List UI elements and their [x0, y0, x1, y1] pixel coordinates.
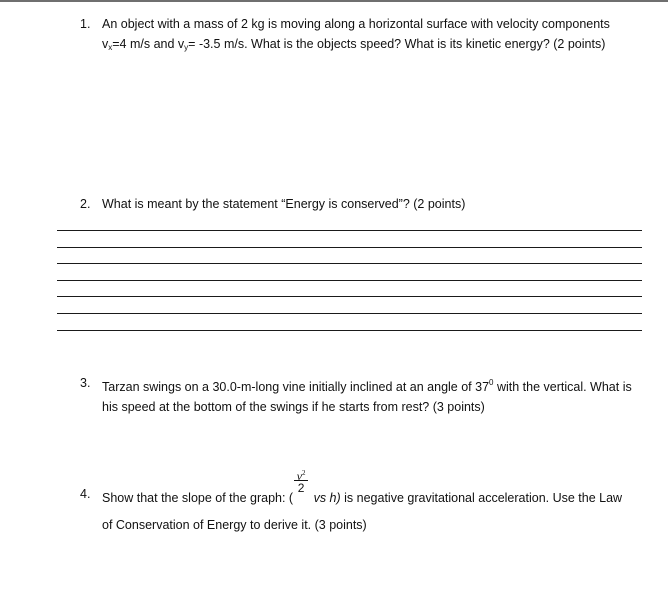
- question-text: [102, 194, 650, 214]
- question-text-part: vs h): [310, 490, 341, 505]
- question-number: 2.: [80, 197, 91, 211]
- question-line: [102, 34, 650, 58]
- answer-line[interactable]: [57, 230, 642, 231]
- question-text: [102, 14, 650, 58]
- question-line: of Conservation of Energy to derive it. (3 points): [102, 518, 367, 532]
- question-text-part: with the vertical. What is: [493, 380, 632, 394]
- vy-symbol: v: [177, 37, 185, 51]
- answer-line[interactable]: [57, 280, 642, 281]
- question-line: An object with a mass of 2 kg is moving along a horizontal surface with velocity components: [102, 17, 610, 31]
- question-number: 3.: [80, 376, 91, 390]
- vx-value: =4 m/s and: [112, 37, 178, 51]
- answer-line[interactable]: [57, 313, 642, 314]
- question-number: 4.: [80, 487, 91, 501]
- question-text-part: Show that the slope of the graph: (: [102, 490, 294, 505]
- question-line: his speed at the bottom of the swings if he starts from rest? (3 points): [102, 400, 485, 414]
- question-line: [102, 466, 622, 506]
- vy-subscript: y: [184, 43, 189, 52]
- question-text-part: is negative gravitational acceleration. Use the Law: [340, 490, 623, 505]
- vx-symbol: v: [102, 37, 109, 51]
- numerator-exponent: 2: [302, 469, 306, 477]
- answer-line[interactable]: [57, 263, 642, 264]
- numerator-symbol: v: [296, 469, 303, 483]
- question-text-part: Tarzan swings on a 30.0-m-long vine initially inclined at an angle of 37: [102, 380, 490, 394]
- answer-lines: [57, 230, 642, 346]
- question-text: [102, 373, 650, 417]
- question-line: What is meant by the statement “Energy is conserved”? (2 points): [102, 197, 466, 211]
- vx-subscript: x: [108, 43, 113, 52]
- question-number: 1.: [80, 17, 91, 31]
- fraction-denominator: 2: [297, 481, 305, 495]
- fraction-v2-over-2: [294, 466, 308, 495]
- degree-superscript: 0: [489, 378, 494, 387]
- vy-value: = -3.5 m/s. What is the objects speed? What is its kinetic energy? (2 points): [188, 37, 606, 51]
- answer-line[interactable]: [57, 247, 642, 248]
- fraction-numerator: [294, 466, 308, 483]
- question-line: [102, 373, 650, 397]
- top-border: [0, 0, 668, 2]
- answer-line[interactable]: [57, 330, 642, 331]
- answer-line[interactable]: [57, 296, 642, 297]
